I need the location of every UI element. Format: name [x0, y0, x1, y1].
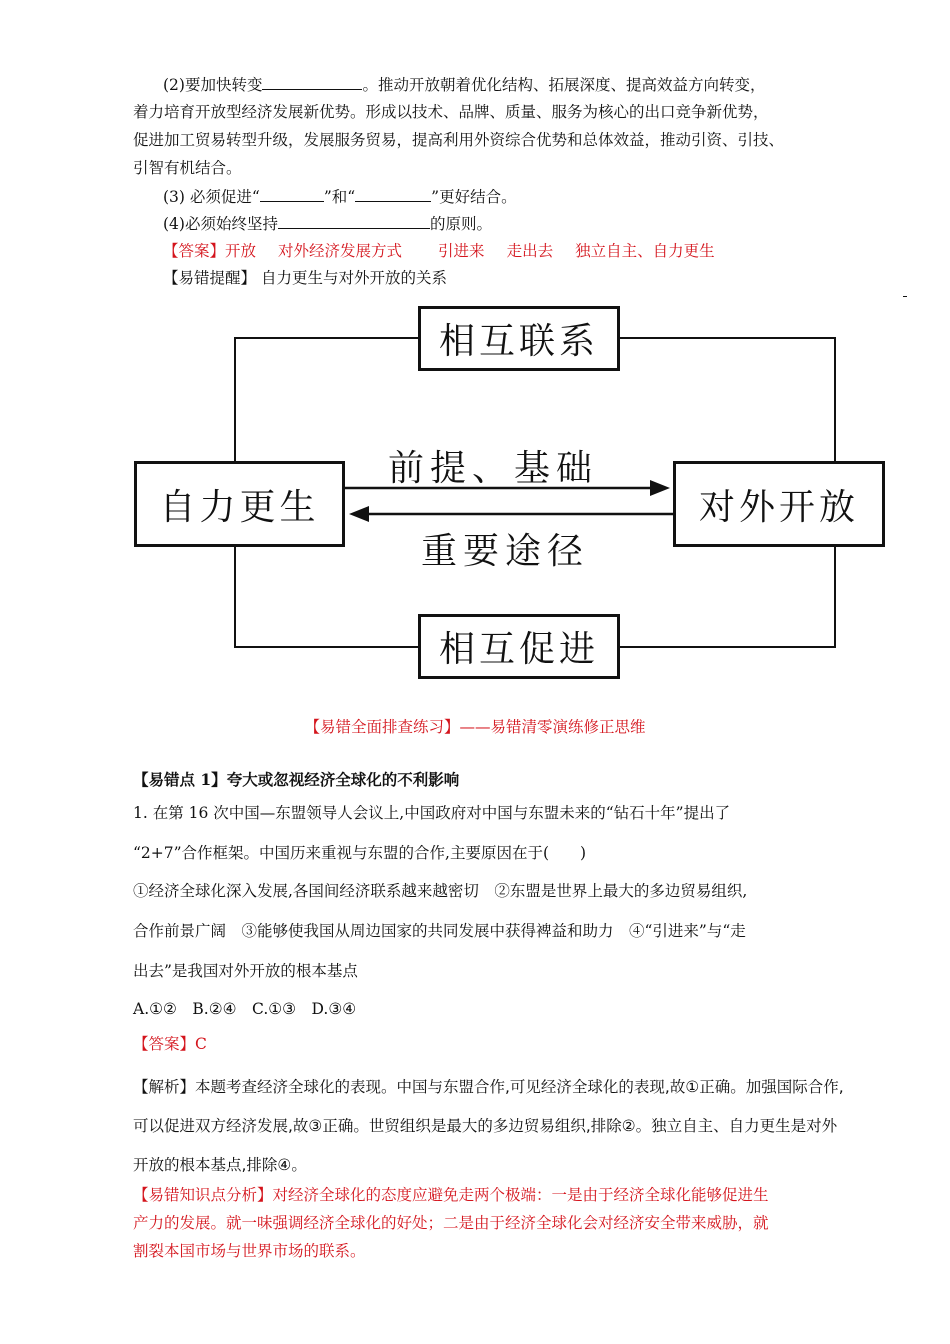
answer-item: 独立自主、自力更生: [575, 242, 715, 260]
q2-line-1: [163, 74, 765, 95]
q4-prefix: (4)必须始终坚持: [163, 215, 278, 233]
q3-prefix: (3) 必须促进“: [163, 188, 260, 206]
q3-mid: ”和“: [323, 188, 356, 206]
answer-line: [163, 241, 715, 261]
answer-label: 【答案】: [163, 242, 226, 260]
connector-right-bottom: [620, 546, 835, 647]
q2-line-3: 促进加工贸易转型升级，发展服务贸易，提高利用外资综合优势和总体效益，推动引资、引技、: [133, 131, 785, 149]
error-point-line: [133, 770, 459, 790]
knowledge-line-3: 割裂本国市场与世界市场的联系。: [133, 1242, 366, 1260]
q3-line: [163, 186, 517, 207]
error-point-label: 【易错点 1】: [133, 770, 227, 789]
q4-suffix: 的原则。: [429, 215, 492, 233]
connector-right-top: [620, 338, 835, 461]
box-mutual-promotion: 相互促进: [418, 614, 620, 679]
knowledge-line-2: 产力的发展。就一味强调经济全球化的好处；二是由于经济全球化会对经济安全带来威胁，就: [133, 1214, 769, 1232]
arrow-right-head: [650, 480, 670, 496]
label-important-path: 重要途径: [421, 531, 590, 572]
q2-line-4: 引智有机结合。: [133, 159, 242, 177]
answer-item: 走出去: [506, 242, 554, 260]
answer2-line: [133, 1034, 207, 1054]
tip-label: 【易错提醒】: [163, 269, 257, 287]
connector-left-top: [235, 338, 418, 461]
answer-item: 开放: [225, 242, 257, 260]
question-line-5: 出去”是我国对外开放的根本基点: [133, 962, 358, 980]
q2-prefix: (2)要加快转变: [163, 76, 263, 94]
analysis-line-2: 可以促进双方经济发展,故③正确。世贸组织是最大的多边贸易组织,排除②。独立自主、自力更生是对外: [133, 1117, 838, 1135]
tip-text: 自力更生与对外开放的关系: [260, 269, 447, 287]
question-line-2: “2+7”合作框架。中国历来重视与东盟的合作,主要原因在于( ): [133, 844, 587, 862]
q3-blank-1: [260, 186, 324, 202]
q2-blank: [262, 74, 362, 90]
connector-left-bottom: [235, 546, 418, 647]
answer-item: 引进来: [438, 242, 485, 260]
q4-line: [163, 213, 492, 234]
arrow-left-head: [349, 506, 369, 522]
question-line-1: 1. 在第 16 次中国—东盟领导人会议上,中国政府对中国与东盟未来的“钻石十年”提出了: [133, 804, 731, 822]
q2-suffix: 。推动开放朝着优化结构、拓展深度、提高效益方向转变，: [362, 76, 766, 94]
box-mutual-connection: 相互联系: [418, 306, 620, 371]
tip-line: [163, 268, 447, 288]
stray-mark: [903, 296, 907, 297]
label-premise-foundation: 前提、基础: [388, 448, 599, 489]
analysis-line-3: 开放的根本基点,排除④。: [133, 1156, 307, 1174]
answer2-value: C: [195, 1035, 207, 1053]
analysis-line-1: 【解析】本题考查经济全球化的表现。中国与东盟合作,可见经济全球化的表现,故①正确。加强国际合作,: [133, 1078, 844, 1096]
box-self-reliance: 自力更生: [134, 461, 345, 547]
box-opening-up: 对外开放: [673, 461, 885, 547]
error-point-text: 夸大或忽视经济全球化的不利影响: [226, 770, 460, 789]
q2-line-2: 着力培育开放型经济发展新优势。形成以技术、品牌、质量、服务为核心的出口竞争新优势，: [133, 103, 769, 121]
question-options: A.①② B.②④ C.①③ D.③④: [133, 1000, 357, 1018]
q3-blank-2: [355, 186, 431, 202]
question-line-3: ①经济全球化深入发展,各国间经济联系越来越密切 ②东盟是世界上最大的多边贸易组织,: [133, 882, 748, 900]
section-title: 【易错全面排查练习】——易错清零演练修正思维: [304, 718, 646, 736]
answer2-label: 【答案】: [133, 1035, 196, 1053]
q4-blank: [278, 213, 430, 229]
knowledge-line-1: 【易错知识点分析】对经济全球化的态度应避免走两个极端：一是由于经济全球化能够促进生: [133, 1186, 769, 1204]
question-line-4: 合作前景广阔 ③能够使我国从周边国家的共同发展中获得裨益和助力 ④“引进来”与“走: [133, 922, 746, 940]
q3-suffix: ”更好结合。: [431, 188, 517, 206]
answer-item: 对外经济发展方式: [278, 242, 403, 260]
